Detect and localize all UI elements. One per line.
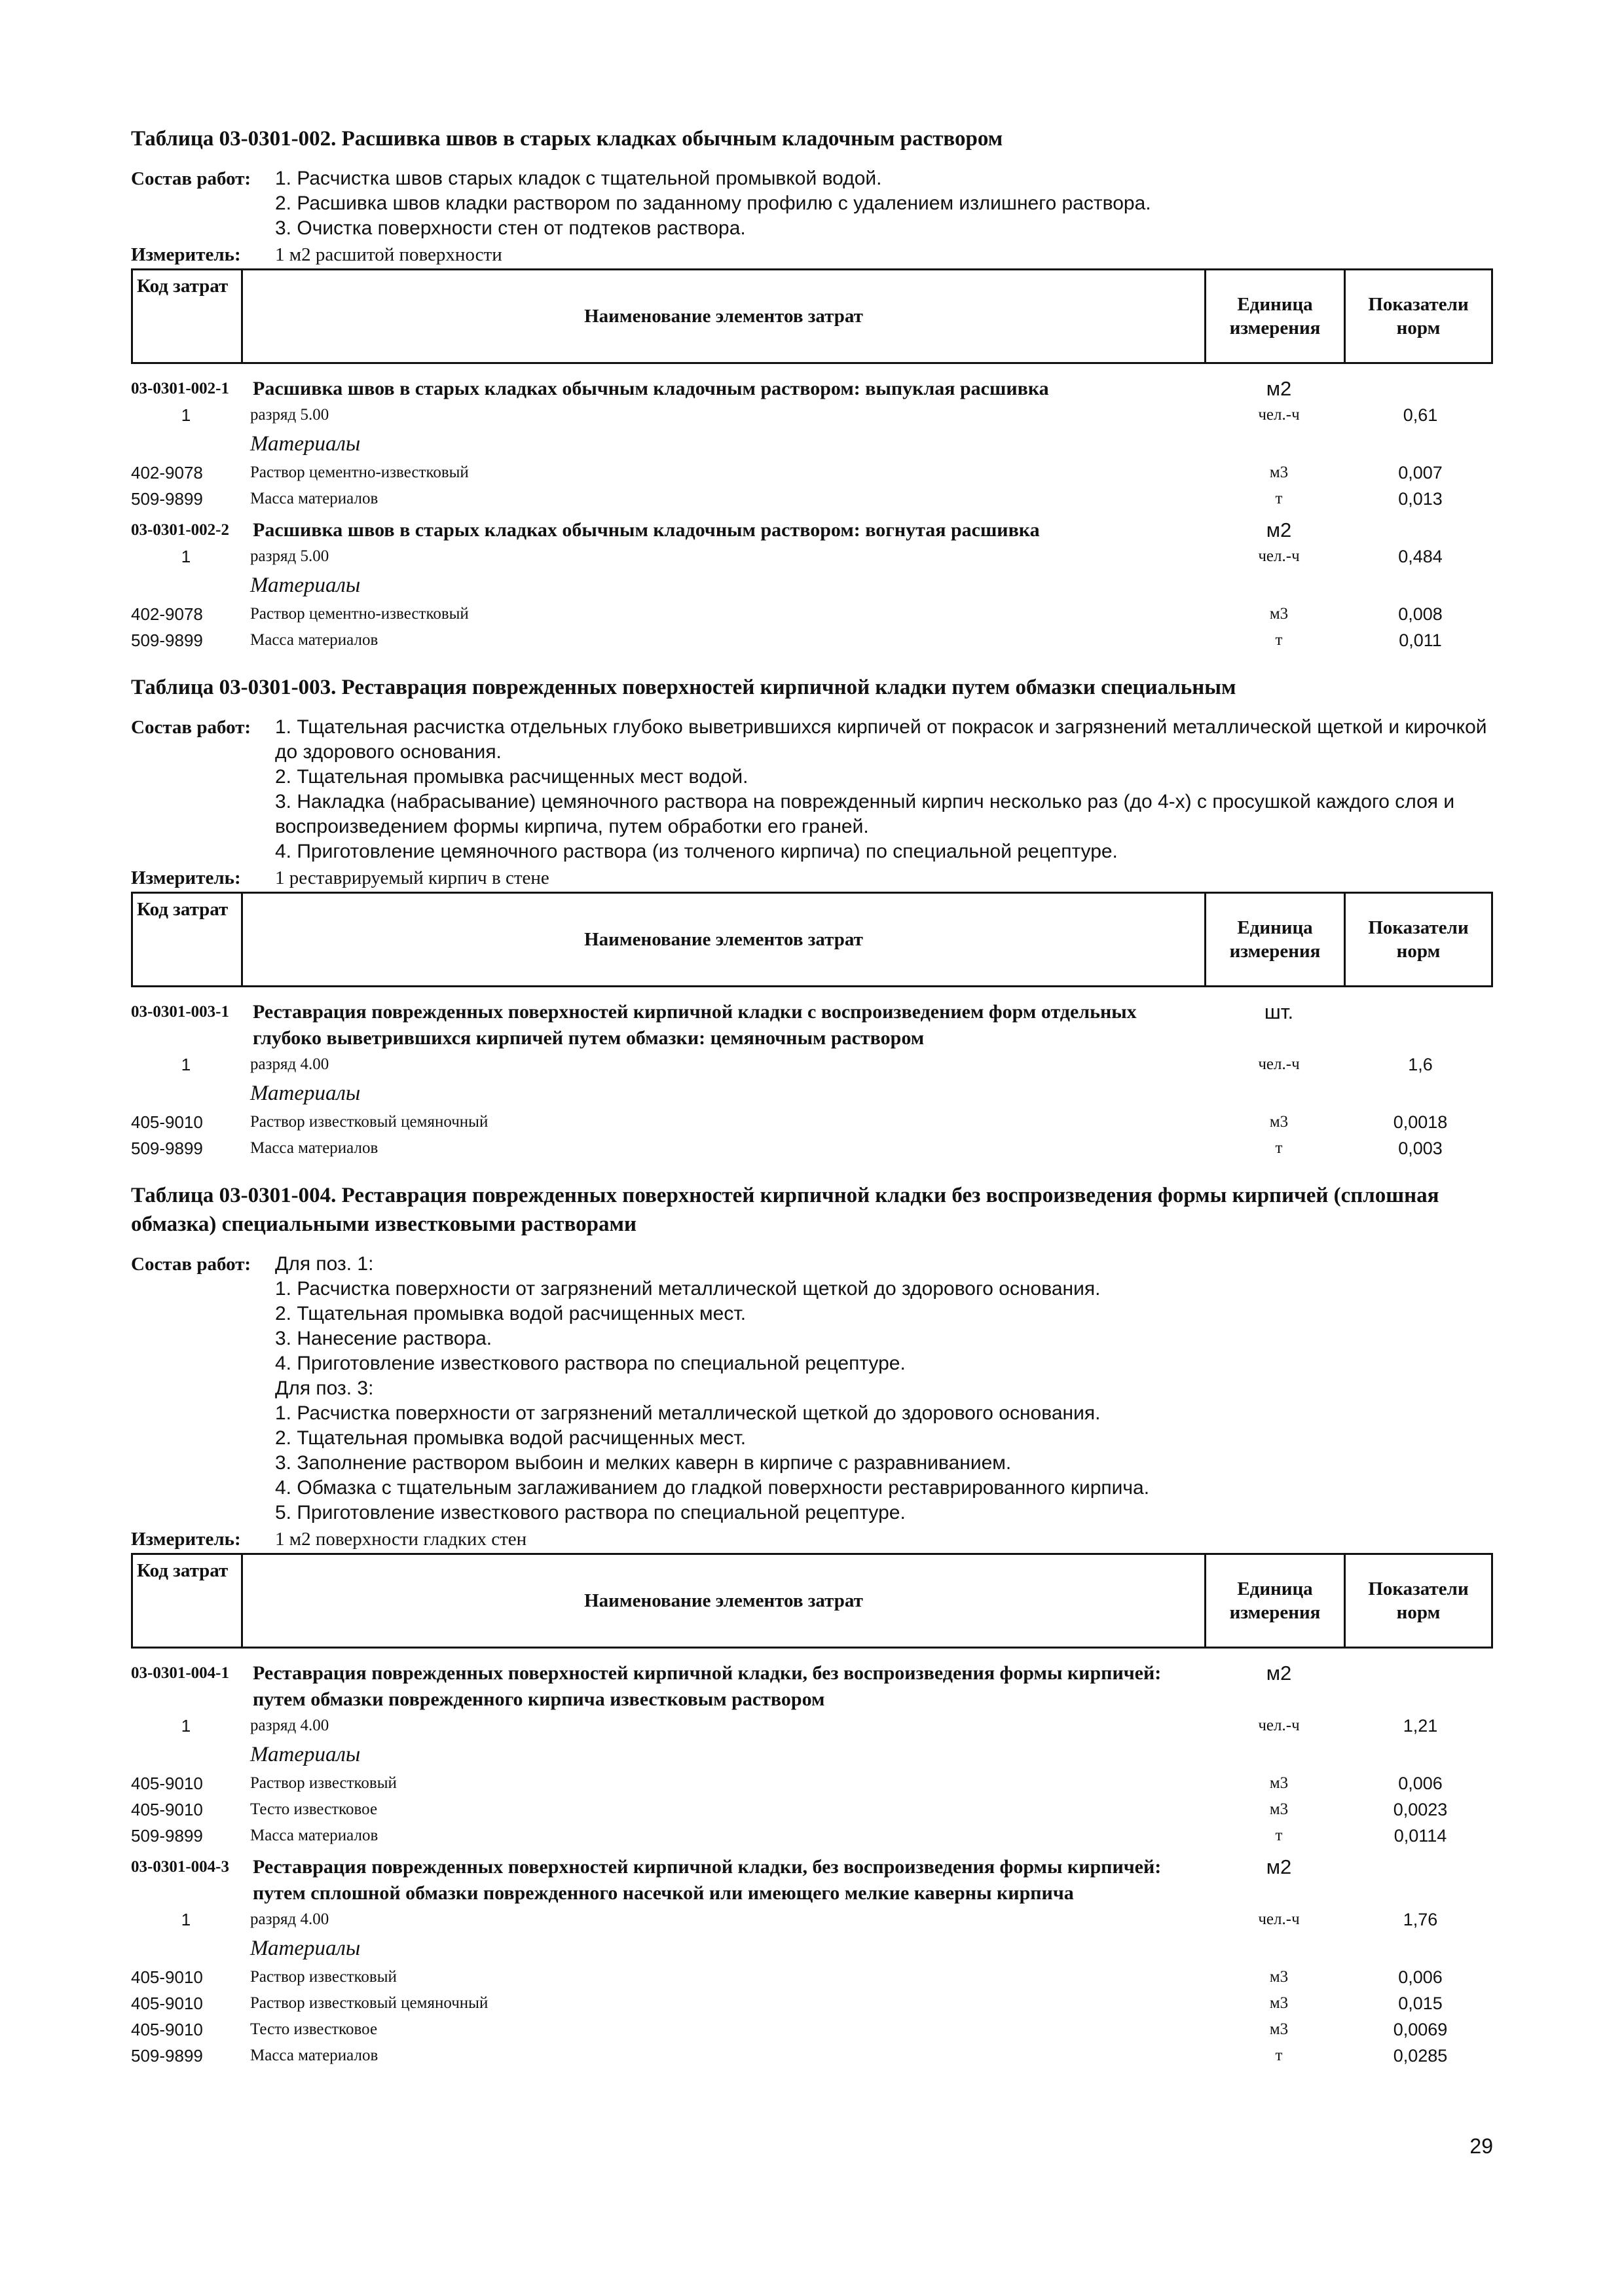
norm-table-section xyxy=(131,673,1493,1161)
table-row xyxy=(131,601,1493,627)
cell-name: Материалы xyxy=(250,432,361,456)
cell-unit: шт. xyxy=(1264,1000,1294,1023)
measure-value: 1 м2 расшитой поверхности xyxy=(275,244,502,265)
work-item: 4. Обмазка с тщательным заглаживанием до гладкой поверхности реставрированного кирпича. xyxy=(275,1477,1150,1499)
table-group-row xyxy=(131,1078,1493,1109)
table-row xyxy=(131,1109,1493,1135)
cell-norm: 1,21 xyxy=(1403,1716,1438,1736)
cell-unit: т xyxy=(1275,2047,1283,2064)
table-row xyxy=(131,1823,1493,1849)
table-header xyxy=(131,1553,1493,1649)
cell-code: 03-0301-004-3 xyxy=(131,1858,229,1876)
work-item: 2. Тщательная промывка расчищенных мест водой. xyxy=(275,766,748,788)
table-row xyxy=(131,2016,1493,2043)
cell-unit: т xyxy=(1275,1827,1283,1844)
measure-line xyxy=(131,866,1493,890)
norm-table-section xyxy=(131,124,1493,653)
work-item: Для поз. 1: xyxy=(275,1253,374,1275)
table-row xyxy=(131,1135,1493,1161)
cell-code: 509-9899 xyxy=(131,489,203,509)
cell-code: 509-9899 xyxy=(131,1139,203,1158)
cell-unit: м2 xyxy=(1266,1662,1292,1685)
cell-unit: м2 xyxy=(1266,377,1292,400)
table-title: Таблица 03-0301-003. Реставрация поврежденных поверхностей кирпичной кладки путем обмазки специальным xyxy=(131,676,1236,699)
work-composition xyxy=(131,166,1493,241)
cell-name: Масса материалов xyxy=(250,2047,378,2064)
cell-name: Расшивка швов в старых кладках обычным кладочным раствором: вогнутая расшивка xyxy=(253,519,1040,541)
cell-code: 405-9010 xyxy=(131,1774,203,1793)
cell-norm: 0,011 xyxy=(1399,630,1442,650)
cell-norm: 0,015 xyxy=(1398,1994,1443,2013)
header-name: Наименование элементов затрат xyxy=(243,270,1206,362)
cell-unit: чел.-ч xyxy=(1258,1717,1300,1734)
cell-unit: м3 xyxy=(1269,1968,1289,1986)
cell-unit: м3 xyxy=(1269,1774,1289,1792)
measure-value: 1 м2 поверхности гладких стен xyxy=(275,1529,527,1550)
cell-code: 405-9010 xyxy=(131,1994,203,2013)
table-header xyxy=(131,892,1493,987)
norm-table-section xyxy=(131,1181,1493,2069)
header-norm: Показатели норм xyxy=(1368,294,1469,338)
cell-unit: чел.-ч xyxy=(1258,547,1300,565)
table-row xyxy=(131,402,1493,428)
cell-unit: м3 xyxy=(1269,2020,1289,2038)
cell-name: Масса материалов xyxy=(250,490,378,507)
measure-label: Измеритель: xyxy=(131,867,241,888)
work-composition-label: Состав работ: xyxy=(131,1254,251,1275)
header-norm: Показатели норм xyxy=(1368,917,1469,962)
table-row xyxy=(131,543,1493,570)
cell-name: разряд 5.00 xyxy=(250,547,329,565)
header-unit: Единица измерения xyxy=(1206,270,1346,362)
document-page xyxy=(131,124,1493,2088)
cell-unit: м2 xyxy=(1266,1855,1292,1878)
cell-norm: 0,006 xyxy=(1398,1967,1443,1987)
work-item: 5. Приготовление известкового раствора по специальной рецептуре. xyxy=(275,1502,906,1523)
cell-norm: 0,0023 xyxy=(1393,1800,1448,1819)
cell-name: Реставрация поврежденных поверхностей кирпичной кладки с воспроизведением форм отдельных глубоко выветрившихся кирпичей путем обмазки: цемяночным раствором xyxy=(253,1001,1137,1049)
cell-name: Расшивка швов в старых кладках обычным кладочным раствором: выпуклая расшивка xyxy=(253,378,1049,399)
measure-line xyxy=(131,1527,1493,1552)
header-unit: Единица измерения xyxy=(1206,894,1346,985)
cell-code: 405-9010 xyxy=(131,1800,203,1819)
work-item: 1. Расчистка поверхности от загрязнений металлической щеткой до здорового основания. xyxy=(275,1278,1101,1300)
cell-unit: чел.-ч xyxy=(1258,1055,1300,1073)
cell-code: 405-9010 xyxy=(131,1112,203,1132)
header-name: Наименование элементов затрат xyxy=(243,1555,1206,1647)
table-row xyxy=(131,1713,1493,1739)
work-item: 1. Расчистка поверхности от загрязнений металлической щеткой до здорового основания. xyxy=(275,1402,1101,1424)
cell-code: 405-9010 xyxy=(131,1967,203,1987)
cell-name: Тесто известковое xyxy=(250,2020,378,2038)
cell-code: 402-9078 xyxy=(131,604,203,624)
cell-unit: т xyxy=(1275,1139,1283,1157)
cell-name: Раствор известковый xyxy=(250,1968,397,1986)
cell-unit: м2 xyxy=(1266,519,1292,541)
cell-unit: м3 xyxy=(1269,605,1289,623)
header-code: Код затрат xyxy=(133,1555,243,1647)
cell-norm: 0,0285 xyxy=(1393,2046,1448,2066)
cell-norm: 0,0018 xyxy=(1393,1112,1448,1132)
table-row xyxy=(131,460,1493,486)
cell-code: 509-9899 xyxy=(131,2046,203,2066)
cell-code: 509-9899 xyxy=(131,1826,203,1846)
cell-norm: 0,006 xyxy=(1398,1774,1443,1793)
work-item: 4. Приготовление цемяночного раствора (из толченого кирпича) по специальной рецептуре. xyxy=(275,841,1118,862)
cell-code: 1 xyxy=(181,1910,191,1929)
table-position-row xyxy=(131,1854,1493,1906)
cell-unit: чел.-ч xyxy=(1258,1910,1300,1928)
work-item: 1. Тщательная расчистка отдельных глубоко выветрившихся кирпичей от покрасок и загрязнений металлической щеткой и кирочкой до здорового основания. xyxy=(275,716,1487,763)
work-item: 3. Заполнение раствором выбоин и мелких каверн в кирпиче с разравниванием. xyxy=(275,1452,1012,1474)
cell-name: Тесто известковое xyxy=(250,1800,378,1818)
table-title: Таблица 03-0301-002. Расшивка швов в старых кладках обычным кладочным раствором xyxy=(131,127,1003,151)
cell-name: разряд 4.00 xyxy=(250,1717,329,1734)
cell-code: 509-9899 xyxy=(131,630,203,650)
work-composition-list xyxy=(275,715,1493,864)
table-group-row xyxy=(131,570,1493,601)
cell-norm: 0,003 xyxy=(1398,1139,1443,1158)
cell-name: разряд 4.00 xyxy=(250,1910,329,1928)
table-position-row xyxy=(131,999,1493,1051)
cell-unit: чел.-ч xyxy=(1258,406,1300,424)
table-row xyxy=(131,627,1493,653)
cell-name: Материалы xyxy=(250,1937,361,1960)
cell-code: 1 xyxy=(181,547,191,566)
work-composition xyxy=(131,715,1493,864)
cell-code: 03-0301-004-1 xyxy=(131,1664,229,1682)
table-position-row xyxy=(131,1660,1493,1713)
table-row xyxy=(131,1770,1493,1796)
table-group-row xyxy=(131,428,1493,460)
cell-name: Раствор цементно-известковый xyxy=(250,605,469,623)
cell-norm: 0,008 xyxy=(1398,604,1443,624)
measure-line xyxy=(131,242,1493,267)
cell-code: 03-0301-003-1 xyxy=(131,1003,229,1021)
cell-name: Раствор известковый цемяночный xyxy=(250,1994,489,2012)
cell-unit: т xyxy=(1275,631,1283,649)
header-code: Код затрат xyxy=(133,894,243,985)
work-item: 3. Очистка поверхности стен от подтеков раствора. xyxy=(275,217,746,239)
cell-norm: 0,61 xyxy=(1403,405,1438,425)
cell-code: 1 xyxy=(181,1716,191,1736)
cell-name: разряд 4.00 xyxy=(250,1055,329,1073)
page-number: 29 xyxy=(1469,2134,1493,2158)
table-row xyxy=(131,486,1493,512)
measure-label: Измеритель: xyxy=(131,244,241,265)
cell-norm: 0,013 xyxy=(1398,489,1443,509)
work-item: 2. Тщательная промывка водой расчищенных мест. xyxy=(275,1303,747,1324)
work-composition-list xyxy=(275,1252,1493,1525)
work-item: 2. Расшивка швов кладки раствором по заданному профилю с удалением излишнего раствора. xyxy=(275,192,1151,214)
cell-name: Масса материалов xyxy=(250,631,378,649)
work-item: 1. Расчистка швов старых кладок с тщательной промывкой водой. xyxy=(275,168,882,189)
cell-name: Масса материалов xyxy=(250,1827,378,1844)
measure-label: Измеритель: xyxy=(131,1529,241,1550)
cell-name: Материалы xyxy=(250,1082,361,1105)
table-group-row xyxy=(131,1933,1493,1964)
header-norm: Показатели норм xyxy=(1368,1578,1469,1623)
cell-code: 1 xyxy=(181,1055,191,1074)
work-composition-list xyxy=(275,166,1493,241)
header-name: Наименование элементов затрат xyxy=(243,894,1206,985)
cell-unit: м3 xyxy=(1269,1113,1289,1131)
cell-name: Реставрация поврежденных поверхностей кирпичной кладки, без воспроизведения формы кирпичей: путем сплошной обмазки поврежденного насечкой или имеющего мелкие каверны кирпича xyxy=(253,1856,1162,1904)
work-item: 2. Тщательная промывка водой расчищенных мест. xyxy=(275,1427,747,1449)
cell-name: Раствор известковый xyxy=(250,1774,397,1792)
cell-name: Материалы xyxy=(250,1743,361,1766)
cell-name: Реставрация поврежденных поверхностей кирпичной кладки, без воспроизведения формы кирпичей: путем обмазки поврежденного кирпича известковым раствором xyxy=(253,1662,1162,1710)
work-item: 3. Накладка (набрасывание) цемяночного раствора на поврежденный кирпич несколько раз (до 4-х) с просушкой каждого слоя и воспроизведением формы кирпича, путем обработки его граней. xyxy=(275,791,1455,837)
cell-code: 03-0301-002-1 xyxy=(131,380,229,397)
work-item: 4. Приготовление известкового раствора по специальной рецептуре. xyxy=(275,1353,906,1374)
table-row xyxy=(131,1051,1493,1078)
cell-name: Раствор известковый цемяночный xyxy=(250,1113,489,1131)
table-title: Таблица 03-0301-004. Реставрация поврежденных поверхностей кирпичной кладки без воспроизведения формы кирпичей (сплошная обмазка) специальными известковыми растворами xyxy=(131,1184,1439,1236)
cell-code: 03-0301-002-2 xyxy=(131,521,229,539)
cell-unit: м3 xyxy=(1269,1994,1289,2012)
table-position-row xyxy=(131,517,1493,543)
table-group-row xyxy=(131,1739,1493,1770)
cell-norm: 0,0114 xyxy=(1393,1826,1447,1846)
work-composition-label: Состав работ: xyxy=(131,717,251,738)
table-position-row xyxy=(131,376,1493,402)
cell-name: Материалы xyxy=(250,574,361,597)
work-composition-label: Состав работ: xyxy=(131,168,251,189)
cell-code: 402-9078 xyxy=(131,463,203,483)
cell-unit: т xyxy=(1275,490,1283,507)
cell-code: 405-9010 xyxy=(131,2020,203,2039)
cell-unit: м3 xyxy=(1269,1800,1289,1818)
cell-norm: 1,76 xyxy=(1403,1910,1438,1929)
work-item: Для поз. 3: xyxy=(275,1377,374,1399)
table-row xyxy=(131,1964,1493,1990)
cell-norm: 1,6 xyxy=(1408,1055,1433,1074)
cell-code: 1 xyxy=(181,405,191,425)
cell-name: разряд 5.00 xyxy=(250,406,329,424)
cell-name: Раствор цементно-известковый xyxy=(250,464,469,481)
table-row xyxy=(131,1796,1493,1823)
cell-norm: 0,007 xyxy=(1398,463,1443,483)
measure-value: 1 реставрируемый кирпич в стене xyxy=(275,867,549,888)
table-row xyxy=(131,1990,1493,2016)
cell-unit: м3 xyxy=(1269,464,1289,481)
table-header xyxy=(131,268,1493,364)
cell-norm: 0,0069 xyxy=(1393,2020,1448,2039)
header-code: Код затрат xyxy=(133,270,243,362)
cell-norm: 0,484 xyxy=(1398,547,1443,566)
table-row xyxy=(131,1906,1493,1933)
cell-name: Масса материалов xyxy=(250,1139,378,1157)
table-row xyxy=(131,2043,1493,2069)
work-item: 3. Нанесение раствора. xyxy=(275,1328,492,1349)
header-unit: Единица измерения xyxy=(1206,1555,1346,1647)
work-composition xyxy=(131,1252,1493,1525)
